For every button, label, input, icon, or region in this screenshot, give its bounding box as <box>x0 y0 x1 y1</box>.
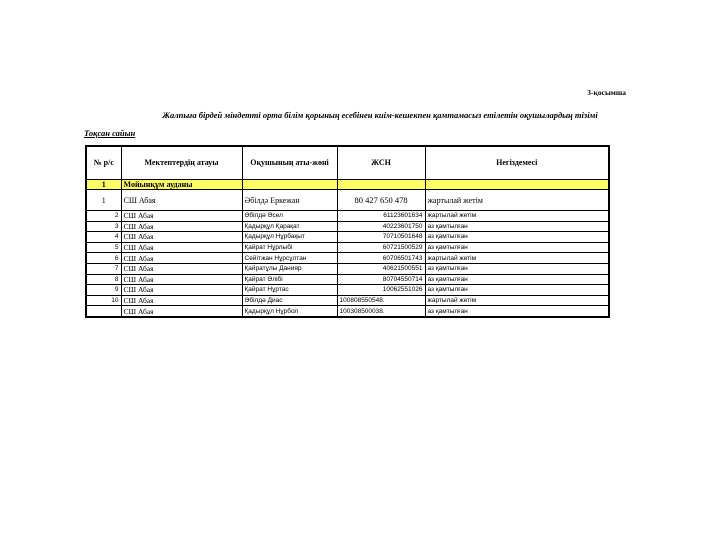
document-title: Жалпыға бірдей міндетті орта білім қорының есебінен киім-кешекпен қамтамасыз етілетін оқушылардың тізімі <box>162 110 598 120</box>
row-basis: аз қамтылған <box>425 242 609 253</box>
table-row <box>86 306 609 317</box>
row-number: 9 <box>86 285 121 296</box>
row-basis: аз қамтылған <box>425 306 609 317</box>
row-school: СШ Абая <box>121 253 242 264</box>
row-iin: 80 427 650 478 <box>337 190 425 211</box>
row-student: Қайрат Нұртас <box>242 285 337 296</box>
row-number: 3 <box>86 221 121 232</box>
row-basis: аз қамтылған <box>425 232 609 243</box>
row-basis: жартылай жетім <box>425 253 609 264</box>
row-student: Қайрат Нұрлыбі <box>242 242 337 253</box>
row-school: СШ Абая <box>121 306 242 317</box>
appendix-label: 3-қосымша <box>587 88 626 97</box>
table-row <box>86 253 609 264</box>
row-school: СШ Абая <box>121 285 242 296</box>
row-school: СШ Абая <box>121 242 242 253</box>
row-number: 8 <box>86 274 121 285</box>
row-iin: 60721500529 <box>337 242 425 253</box>
row-student: Қадырқұл Нұрбақыт <box>242 232 337 243</box>
table-row <box>86 211 609 222</box>
row-iin: 61123601634 <box>337 211 425 222</box>
district-empty-cell <box>337 180 425 190</box>
row-iin: 80704550714 <box>337 274 425 285</box>
table-row <box>86 263 609 274</box>
row-basis: жартылай жетім <box>425 211 609 222</box>
row-iin: 10062551026 <box>337 285 425 296</box>
table-row <box>86 190 609 211</box>
table-row <box>86 232 609 243</box>
row-basis: аз қамтылған <box>425 274 609 285</box>
table-header-row <box>86 146 609 180</box>
row-school: СШ Абая <box>121 221 242 232</box>
row-iin: 40621500551 <box>337 263 425 274</box>
table-row <box>86 242 609 253</box>
table-row <box>86 285 609 296</box>
table-row <box>86 221 609 232</box>
row-student: Қадырқұл Қарақат <box>242 221 337 232</box>
row-basis: жартылай жетім <box>425 190 609 211</box>
row-number: 7 <box>86 263 121 274</box>
row-number: 1 <box>86 190 121 211</box>
row-school: СШ Абая <box>121 211 242 222</box>
row-student: Қайрат Әлібі <box>242 274 337 285</box>
row-student: Қадырқұл Нұрбол <box>242 306 337 317</box>
row-student: Әбілдә Әсел <box>242 211 337 222</box>
header-iin: ЖСН <box>337 146 425 180</box>
row-school: СШ Абая <box>121 295 242 306</box>
header-school: Мектептердің атауы <box>121 146 242 180</box>
table-row <box>86 274 609 285</box>
row-student: Әбілдә Еркежан <box>242 190 337 211</box>
header-number: № р/с <box>86 146 121 180</box>
row-basis: жартылай жетім <box>425 295 609 306</box>
row-number: 6 <box>86 253 121 264</box>
district-empty-cell <box>242 180 337 190</box>
row-iin: 100808550548. <box>337 295 425 306</box>
row-iin: 70710501648 <box>337 232 425 243</box>
row-basis: аз қамтылған <box>425 221 609 232</box>
row-basis: аз қамтылған <box>425 285 609 296</box>
row-student: Әбілдә Диас <box>242 295 337 306</box>
row-number: 10 <box>86 295 121 306</box>
row-iin: 40223601750 <box>337 221 425 232</box>
region-subtitle: Тоқсан сайын <box>84 128 136 138</box>
row-iin: 60706501743 <box>337 253 425 264</box>
row-number: 4 <box>86 232 121 243</box>
header-student: Оқушының аты-жөні <box>242 146 337 180</box>
table-row <box>86 295 609 306</box>
student-roster-table <box>85 145 610 318</box>
row-number: 2 <box>86 211 121 222</box>
row-school: СШ Абая <box>121 232 242 243</box>
row-number: 5 <box>86 242 121 253</box>
district-name: Мойынқұм ауданы <box>121 180 242 190</box>
district-empty-cell <box>425 180 609 190</box>
district-row <box>86 180 609 190</box>
row-student: Сейітжан Нұрсұлтан <box>242 253 337 264</box>
row-basis: аз қамтылған <box>425 263 609 274</box>
row-student: Қайратұлы Данияр <box>242 263 337 274</box>
row-iin: 100308500038. <box>337 306 425 317</box>
district-number: 1 <box>86 180 121 190</box>
row-school: СШ Абая <box>121 263 242 274</box>
row-school: СШ Абая <box>121 274 242 285</box>
row-number <box>86 306 121 317</box>
row-school: СШ Абая <box>121 190 242 211</box>
header-basis: Негіздемесі <box>425 146 609 180</box>
